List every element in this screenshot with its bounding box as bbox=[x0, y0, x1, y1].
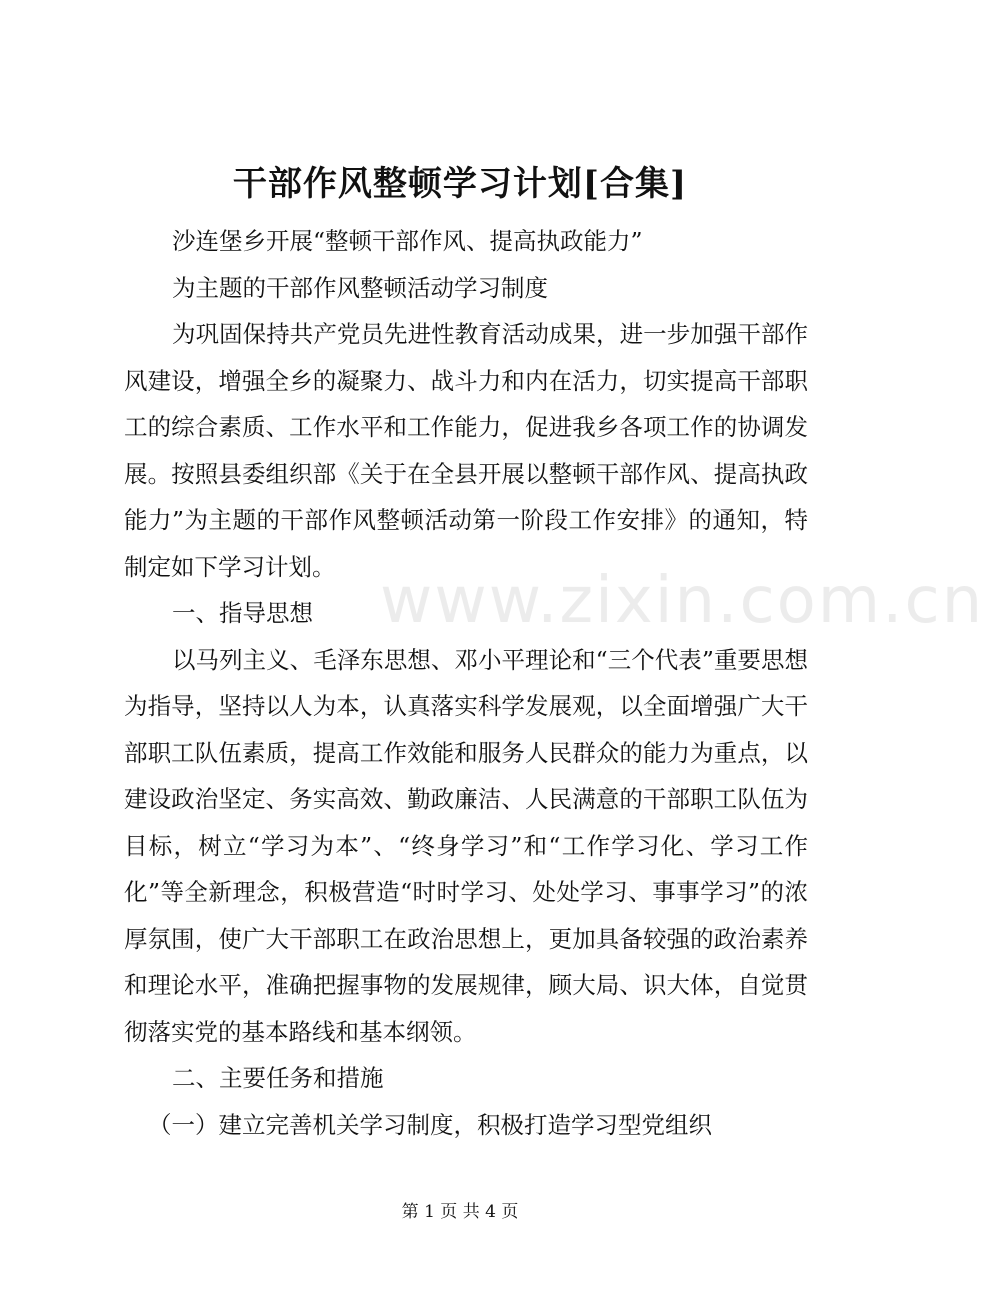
guiding-thought-paragraph: 以马列主义、毛泽东思想、邓小平理论和“三个代表”重要思想为指导，坚持以人为本，认真落实科学发展观，以全面增强广大干部职工队伍素质，提高工作效能和服务人民群众的能力为重点，以建设政治坚定、务实高效、勤政廉洁、人民满意的干部职工队伍为目标，树立“学习为本”、“终身学习”和“工作学习化、学习工作化”等全新理念，积极营造“时时学习、处处学习、事事学习”的浓厚氛围，使广大干部职工在政治思想上，更加具备较强的政治素养和理论水平，准确把握事物的发展规律，顾大局、识大体，自觉贯彻落实党的基本路线和基本纲领。 bbox=[124, 645, 808, 1046]
document-title: 干部作风整顿学习计划[合集] bbox=[232, 164, 688, 204]
watermark: www.zixin.com.cn bbox=[380, 564, 984, 638]
section-heading-tasks: 二、主要任务和措施 bbox=[172, 1064, 384, 1092]
subsection-heading-1: （一）建立完善机关学习制度，积极打造学习型党组织 bbox=[148, 1110, 712, 1139]
subtitle-line-1: 沙连堡乡开展“整顿干部作风、提高执政能力” bbox=[172, 227, 643, 255]
document-body bbox=[124, 218, 808, 1148]
intro-paragraph: 为巩固保持共产党员先进性教育活动成果，进一步加强干部作风建设，增强全乡的凝聚力、战斗力和内在活力，切实提高干部职工的综合素质、工作水平和工作能力，促进我乡各项工作的协调发展。按照县委组织部《关于在全县开展以整顿干部作风、提高执政能力”为主题的干部作风整顿活动第一阶段工作安排》的通知，特制定如下学习计划。 bbox=[124, 320, 808, 581]
subtitle-line-2: 为主题的干部作风整顿活动学习制度 bbox=[172, 273, 548, 302]
section-heading-guiding-thought: 一、指导思想 bbox=[172, 599, 313, 627]
page-number-footer: 第 1 页 共 4 页 bbox=[401, 1202, 519, 1222]
